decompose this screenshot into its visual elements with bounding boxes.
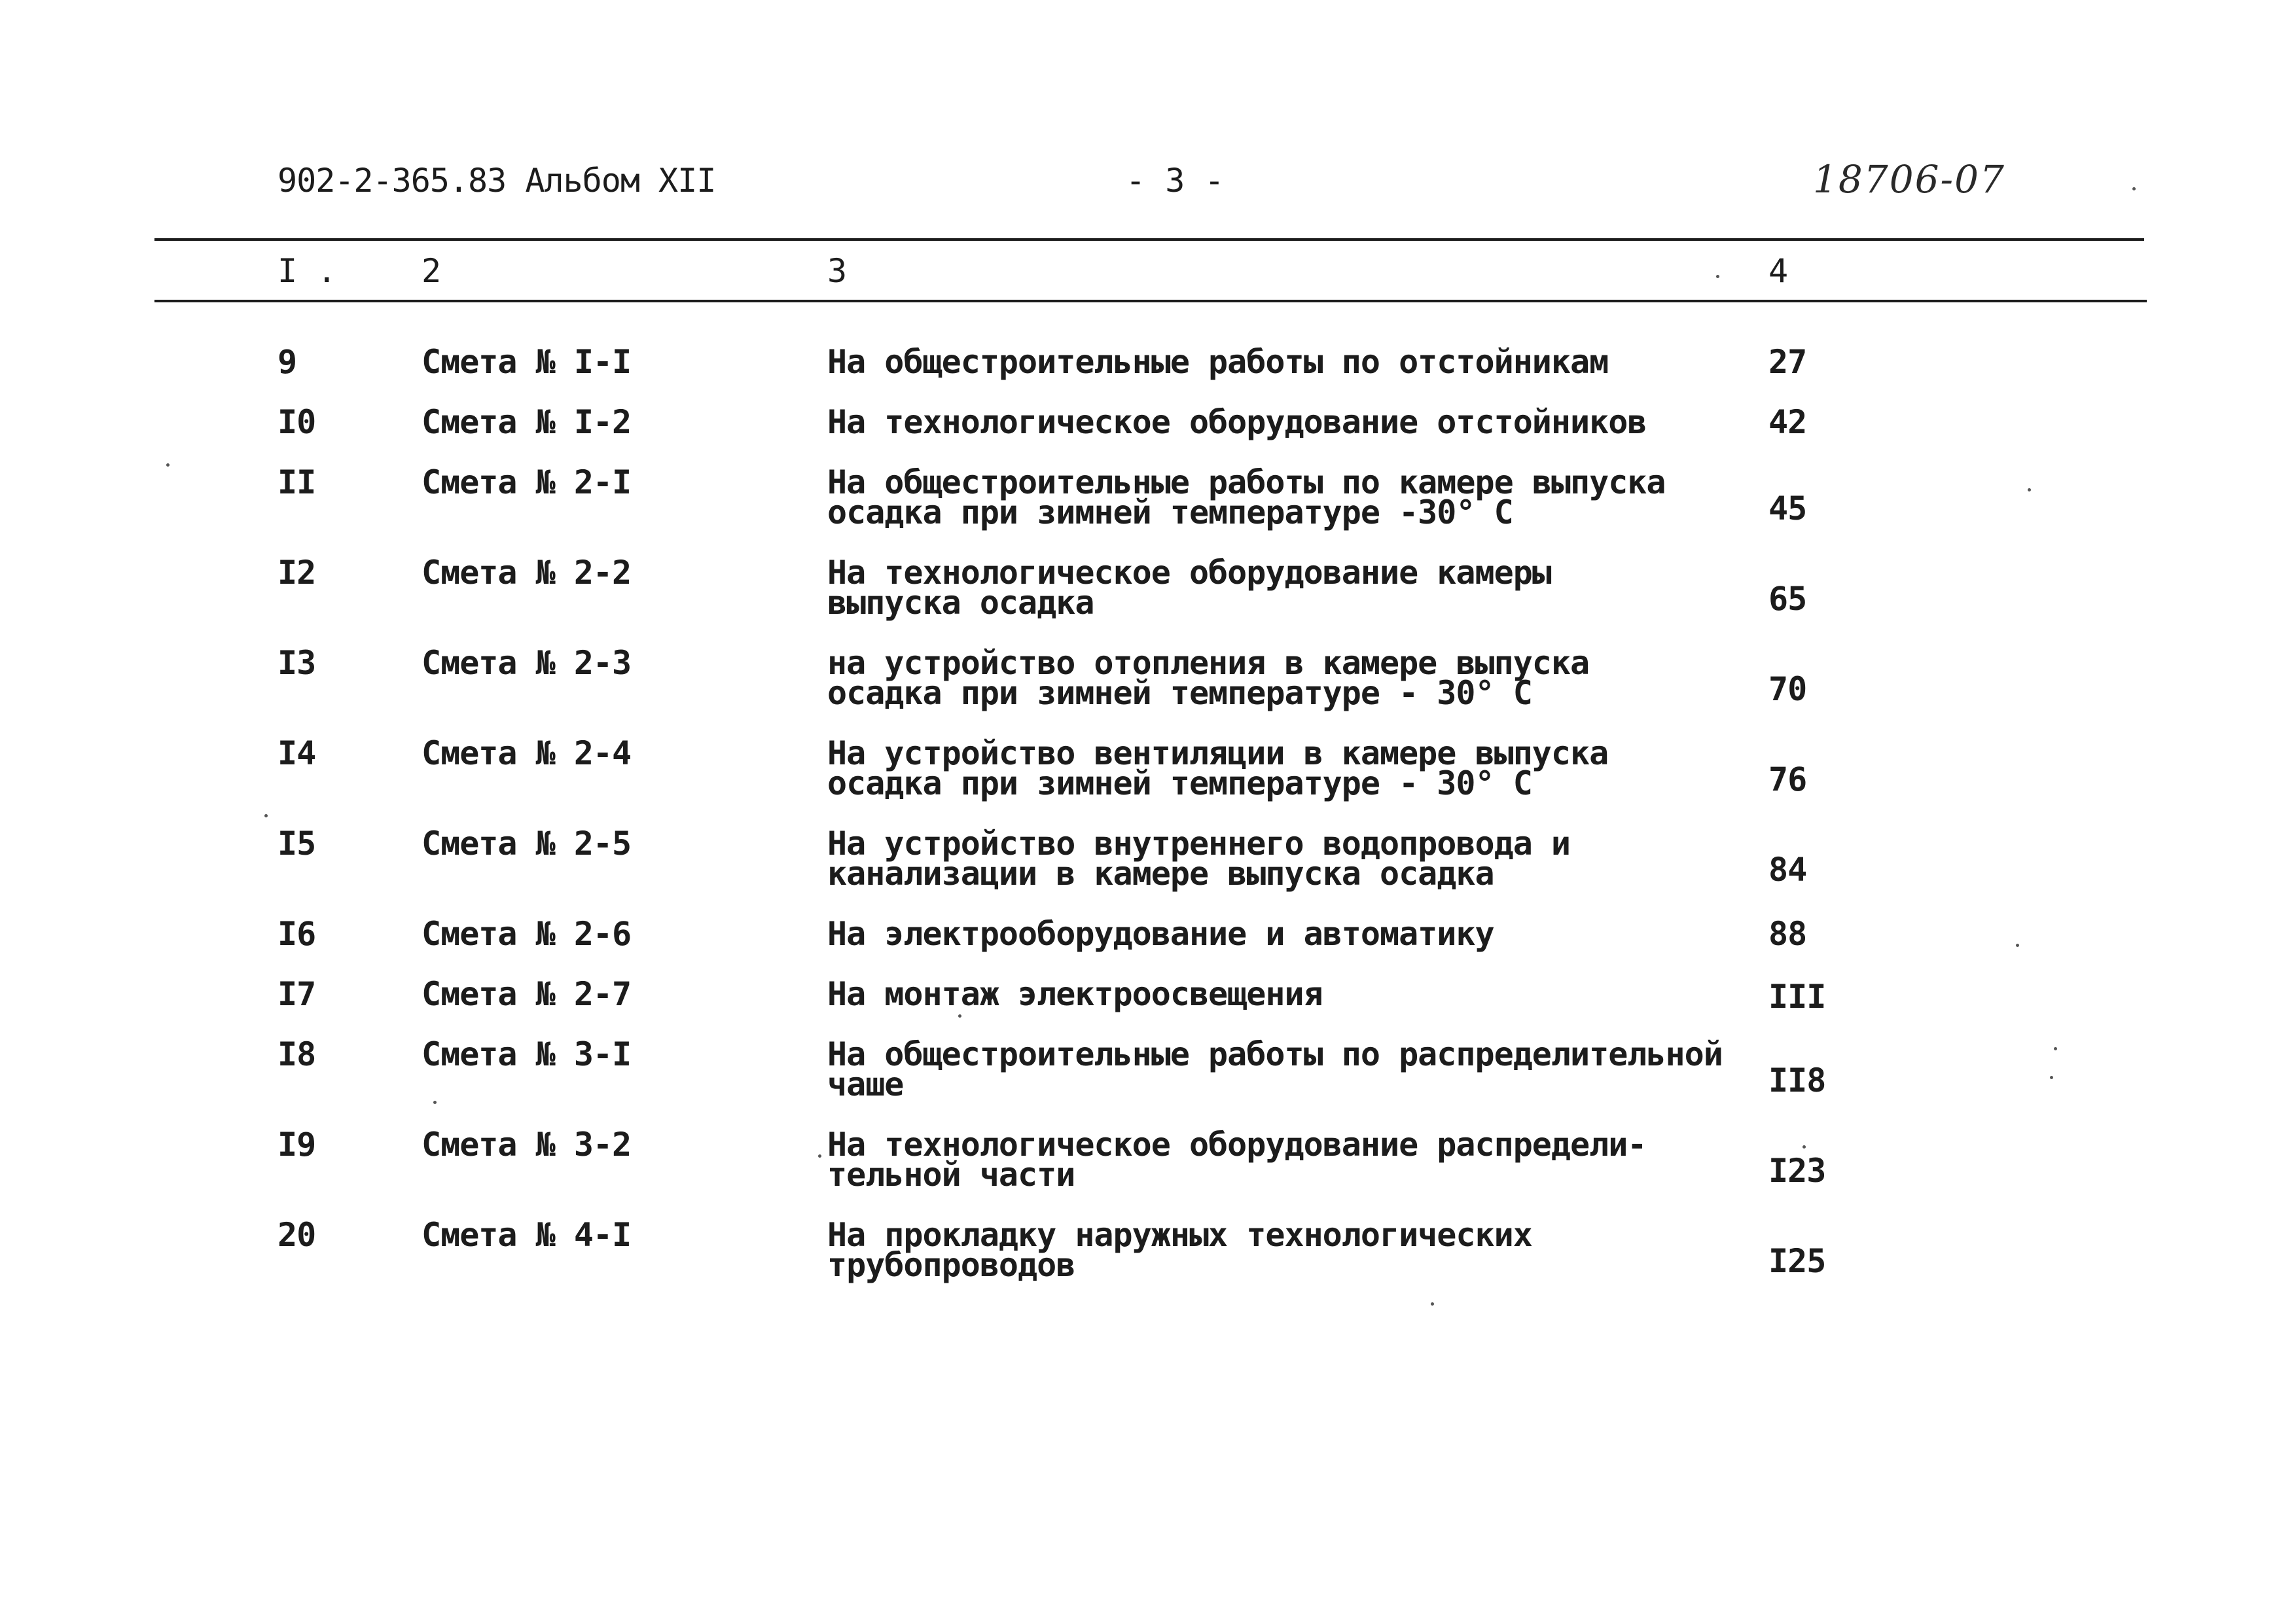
table-header-rule — [154, 300, 2147, 302]
row-number: I5 — [278, 825, 316, 863]
page-reference: 76 — [1768, 760, 1807, 798]
estimate-name: Смета № I-I — [422, 343, 632, 381]
estimate-description-line: На прокладку наружных технологических — [827, 1216, 1532, 1254]
estimate-name: Смета № 2-6 — [422, 915, 632, 953]
table-top-rule — [154, 238, 2144, 241]
estimate-description-line: осадка при зимней температуре -30° С — [827, 493, 1513, 531]
estimate-description-line: На устройство внутреннего водопровода и — [827, 825, 1570, 863]
estimate-name: Смета № 2-2 — [422, 554, 632, 592]
estimate-name: Смета № 2-7 — [422, 975, 632, 1013]
estimate-description-line: На устройство вентиляции в камере выпуска — [827, 734, 1609, 772]
row-number: 9 — [278, 343, 297, 381]
page-reference: 45 — [1768, 490, 1807, 527]
estimate-name: Смета № I-2 — [422, 403, 632, 441]
scan-speck — [166, 463, 170, 467]
page-reference: 27 — [1768, 343, 1807, 381]
scan-speck — [818, 1154, 821, 1158]
page-number: - 3 - — [1126, 162, 1225, 200]
page-reference: 84 — [1768, 851, 1807, 889]
estimate-description-line: На общестроительные работы по камере выпуска — [827, 463, 1666, 501]
estimate-name: Смета № 2-4 — [422, 734, 632, 772]
estimate-description-line: канализации в камере выпуска осадка — [827, 855, 1494, 893]
row-number: I7 — [278, 975, 316, 1013]
estimate-description-line: осадка при зимней температуре - 30° С — [827, 674, 1532, 712]
estimate-description-line: тельной части — [827, 1156, 1075, 1194]
estimate-description-line: чаше — [827, 1065, 904, 1103]
page-reference: I25 — [1768, 1242, 1826, 1280]
scan-speck — [2132, 187, 2136, 190]
estimate-description-line: На электрооборудование и автоматику — [827, 915, 1494, 953]
row-number: I6 — [278, 915, 316, 953]
page-reference: III — [1768, 978, 1826, 1016]
row-number: I4 — [278, 734, 316, 772]
row-number: I0 — [278, 403, 316, 441]
estimate-description-line: На технологическое оборудование отстойников — [827, 403, 1647, 441]
column-header-2: 2 — [422, 252, 442, 290]
estimate-description-line: осадка при зимней температуре - 30° С — [827, 764, 1532, 802]
estimate-name: Смета № 3-2 — [422, 1126, 632, 1164]
estimate-description-line: На технологическое оборудование камеры — [827, 554, 1551, 592]
scan-speck — [2028, 488, 2031, 491]
estimate-description-line: На монтаж электроосвещения — [827, 975, 1323, 1013]
scan-speck — [2016, 944, 2019, 947]
column-header-1: I . — [278, 252, 337, 290]
column-header-3: 3 — [827, 252, 848, 290]
document-code: 902-2-365.83 Альбом XII — [278, 162, 716, 200]
page-reference: II8 — [1768, 1061, 1826, 1099]
scan-speck — [958, 1014, 961, 1018]
scan-speck — [1431, 1302, 1434, 1306]
scan-speck — [2054, 1047, 2057, 1050]
inventory-number: 18706-07 — [1813, 157, 2005, 202]
row-number: I8 — [278, 1035, 316, 1073]
estimate-description-line: На технологическое оборудование распредели- — [827, 1126, 1647, 1164]
estimate-description-line: выпуска осадка — [827, 584, 1094, 622]
estimate-name: Смета № 2-5 — [422, 825, 632, 863]
page-reference: 70 — [1768, 670, 1807, 708]
estimate-description-line: на устройство отопления в камере выпуска — [827, 644, 1590, 682]
estimate-name: Смета № 2-3 — [422, 644, 632, 682]
page-reference: 65 — [1768, 580, 1807, 618]
estimate-description-line: трубопроводов — [827, 1246, 1075, 1284]
column-header-4: 4 — [1768, 252, 1789, 290]
estimate-description-line: На общестроительные работы по отстойникам — [827, 343, 1609, 381]
page-reference: 42 — [1768, 403, 1807, 441]
page-reference: 88 — [1768, 915, 1807, 953]
row-number: II — [278, 463, 316, 501]
scan-speck — [1716, 275, 1719, 278]
row-number: I2 — [278, 554, 316, 592]
row-number: I3 — [278, 644, 316, 682]
row-number: 20 — [278, 1216, 316, 1254]
row-number: I9 — [278, 1126, 316, 1164]
scan-speck — [2050, 1076, 2053, 1079]
estimate-name: Смета № 2-I — [422, 463, 632, 501]
estimate-description-line: На общестроительные работы по распределительной — [827, 1035, 1723, 1073]
scan-speck — [1803, 1145, 1806, 1149]
estimate-name: Смета № 4-I — [422, 1216, 632, 1254]
scan-speck — [433, 1101, 437, 1104]
estimate-name: Смета № 3-I — [422, 1035, 632, 1073]
scan-speck — [264, 814, 268, 817]
page-reference: I23 — [1768, 1152, 1826, 1190]
